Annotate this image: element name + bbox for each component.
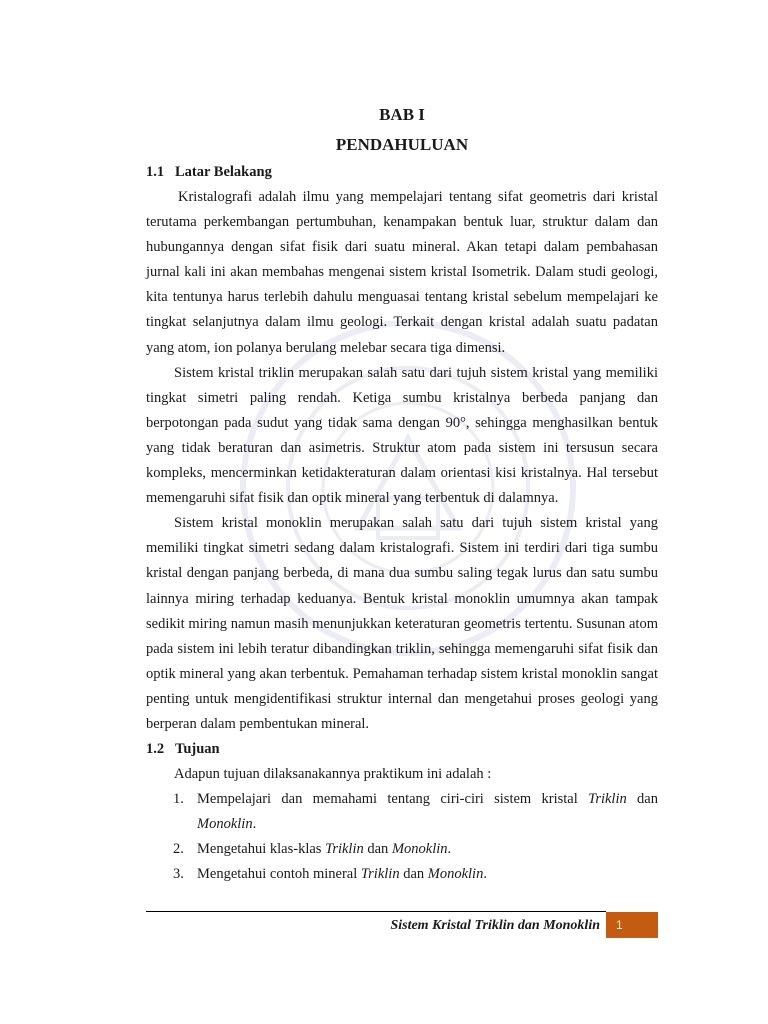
section-number: 1.2	[146, 741, 165, 758]
list-item	[146, 862, 658, 887]
section-title: Tujuan	[175, 741, 220, 758]
chapter-title: PENDAHULUAN	[335, 135, 469, 154]
footer-title: Sistem Kristal Triklin dan Monoklin	[390, 918, 600, 933]
section-heading-tujuan	[146, 737, 658, 762]
paragraph-triklin: Sistem kristal triklin merupakan salah satu dari tujuh sistem kristal yang memiliki tingkat simetri paling rendah. Ketiga sumbu kristalnya berbeda panjang dan berpotongan pada sudut yang tidak sama dengan 90°, sehingga menghasilkan bentuk yang tidak beraturan dan asimetris. Struktur atom pada sistem ini tersusun secara kompleks, mencerminkan ketidakteraturan dalam orientasi kisi kristalnya. Hal tersebut memengaruhi sifat fisik dan optik mineral yang terbentuk di dalamnya.	[146, 364, 658, 507]
page-number-badge: 1	[606, 912, 658, 938]
chapter-number: BAB I	[379, 105, 425, 124]
list-item-number: 3.	[173, 866, 184, 883]
paragraph-monoklin: Sistem kristal monoklin merupakan salah satu dari tujuh sistem kristal yang memiliki tingkat simetri sedang dalam kristalografi. Sistem ini terdiri dari tiga sumbu kristal dengan panjang berbeda, di mana dua sumbu saling tegak lurus dan satu sumbu lainnya miring terhadap keduanya. Bentuk kristal monoklin umumnya akan tampak sedikit miring namun masih menunjukkan keteraturan geometris tertentu. Susunan atom pada sistem ini lebih teratur dibandingkan triklin, sehingga memengaruhi sifat fisik dan optik mineral yang akan terbentuk. Pemahaman terhadap sistem kristal monoklin sangat penting untuk mengidentifikasi struktur internal dan mengetahui proses geologi yang berperan dalam pembentukan mineral.	[146, 515, 658, 732]
tujuan-list	[146, 787, 658, 887]
document-page	[146, 100, 658, 888]
list-item-number: 2.	[173, 841, 184, 858]
list-item-number: 1.	[173, 791, 184, 808]
list-item	[146, 837, 658, 862]
list-item-text: Mengetahui klas-klas Triklin dan Monoklin.	[197, 841, 452, 858]
list-item	[146, 787, 658, 837]
section-title: Latar Belakang	[175, 164, 272, 180]
footer-divider	[146, 911, 606, 912]
paragraph-kristalografi: Kristalografi adalah ilmu yang mempelajari tentang sifat geometris dari kristal terutama perkembangan pertumbuhan, kenampakan bentuk luar, struktur dalam dan hubungannya dengan sifat fisik dari suatu mineral. Akan tetapi dalam pembahasan jurnal kali ini akan membahas mengenai sistem kristal Isometrik. Dalam studi geologi, kita tentunya harus terlebih dahulu menguasai tentang kristal sebelum mempelajari ke tingkat selanjutnya dalam ilmu geologi. Terkait dengan kristal adalah suatu padatan yang atom, ion polanya berulang melebar secara tiga dimensi.	[146, 189, 658, 356]
list-item-text: Mempelajari dan memahami tentang ciri-ciri sistem kristal Triklin dan Monoklin.	[197, 791, 658, 833]
tujuan-intro: Adapun tujuan dilaksanakannya praktikum ini adalah :	[174, 766, 492, 783]
section-number: 1.1	[146, 164, 165, 180]
list-item-text: Mengetahui contoh mineral Triklin dan Monoklin.	[197, 866, 487, 883]
section-heading-latar-belakang	[146, 160, 658, 185]
